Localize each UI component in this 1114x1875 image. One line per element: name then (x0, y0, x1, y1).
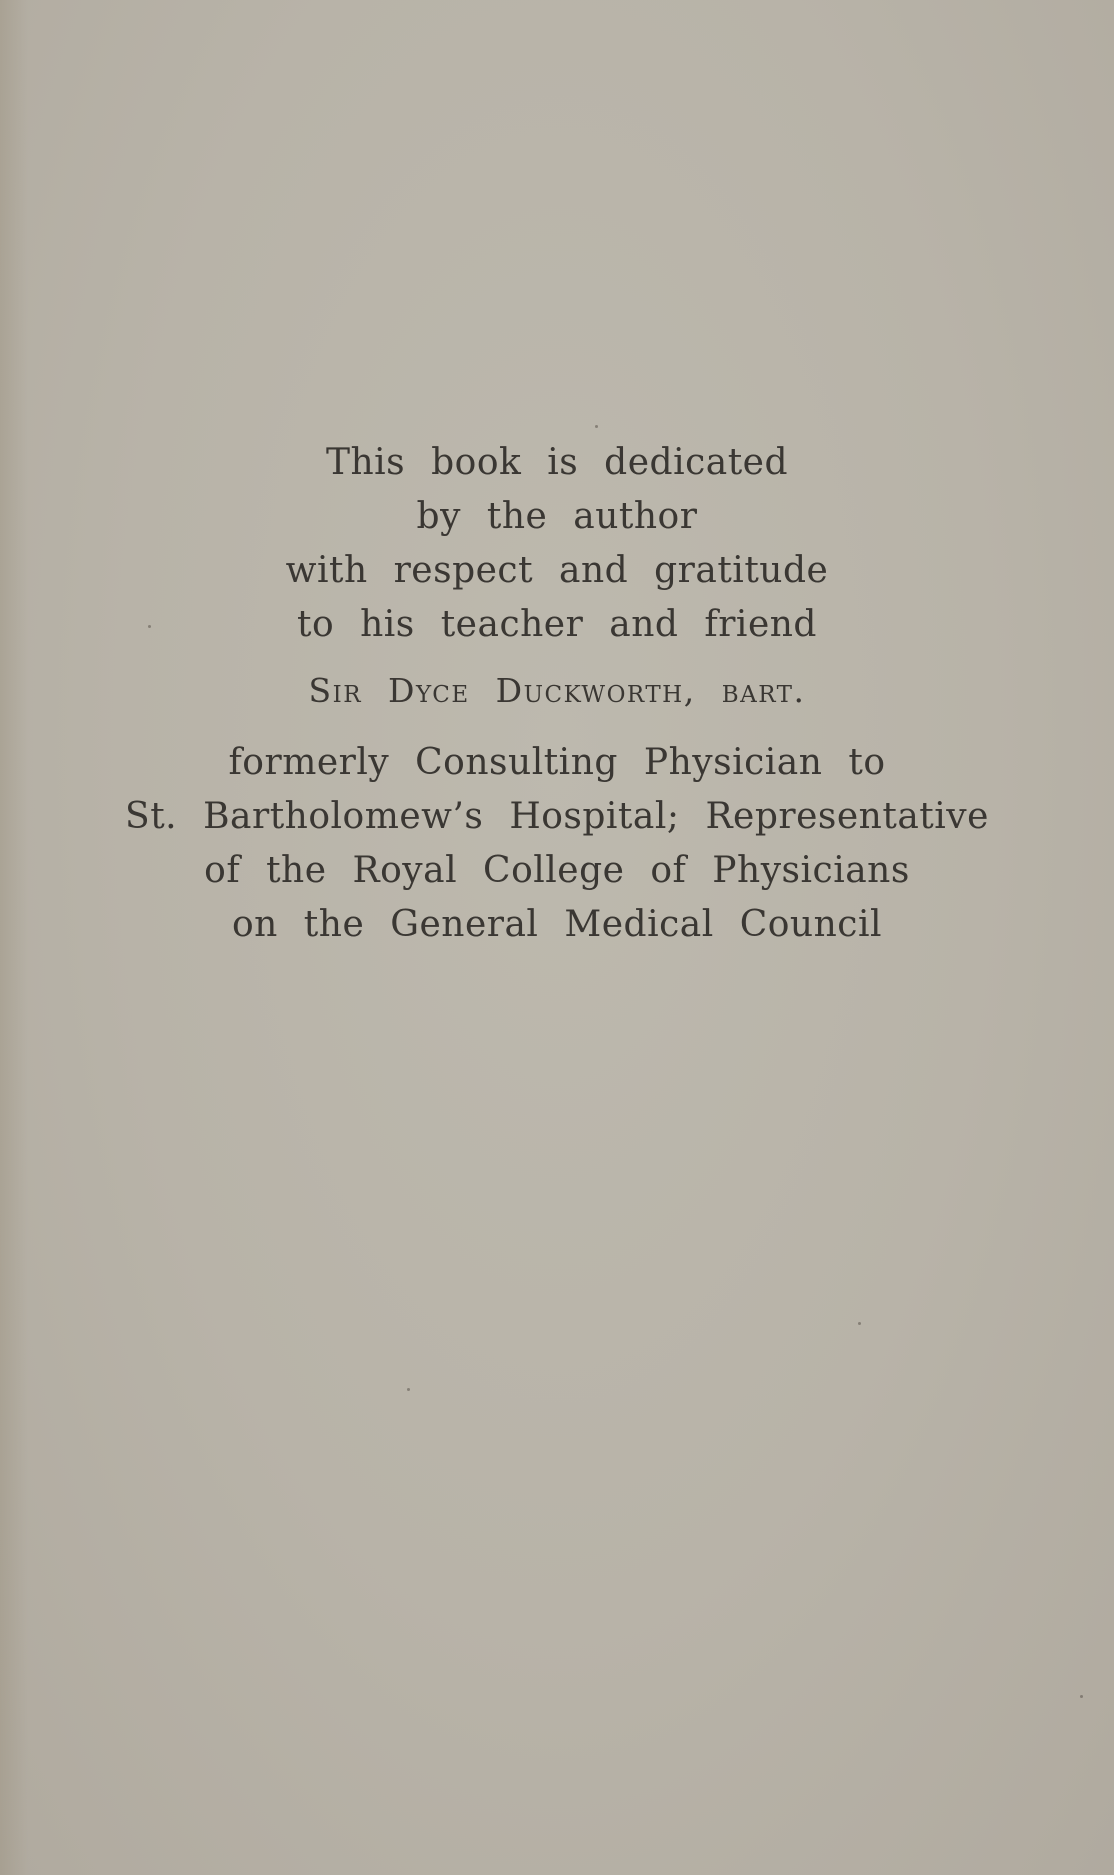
paper-speck (858, 1322, 861, 1325)
paper-speck (1080, 1695, 1083, 1698)
dedication-line: of the Royal College of Physicians (204, 850, 910, 891)
dedication-line: This book is dedicated (325, 442, 789, 483)
dedication-line: St. Bartholomew’s Hospital; Representative (125, 796, 989, 837)
dedication-line: formerly Consulting Physician to (228, 742, 886, 783)
dedication-line: by the author (416, 496, 698, 537)
dedicatee-name: Sir Dyce Duckworth, bart. (308, 671, 806, 710)
paper-speck (595, 425, 598, 428)
paper-speck (407, 1388, 410, 1391)
dedication-line: with respect and gratitude (285, 550, 829, 591)
dedication-block (0, 436, 1114, 952)
dedication-line: to his teacher and friend (297, 604, 817, 645)
dedication-line: on the General Medical Council (232, 904, 882, 945)
